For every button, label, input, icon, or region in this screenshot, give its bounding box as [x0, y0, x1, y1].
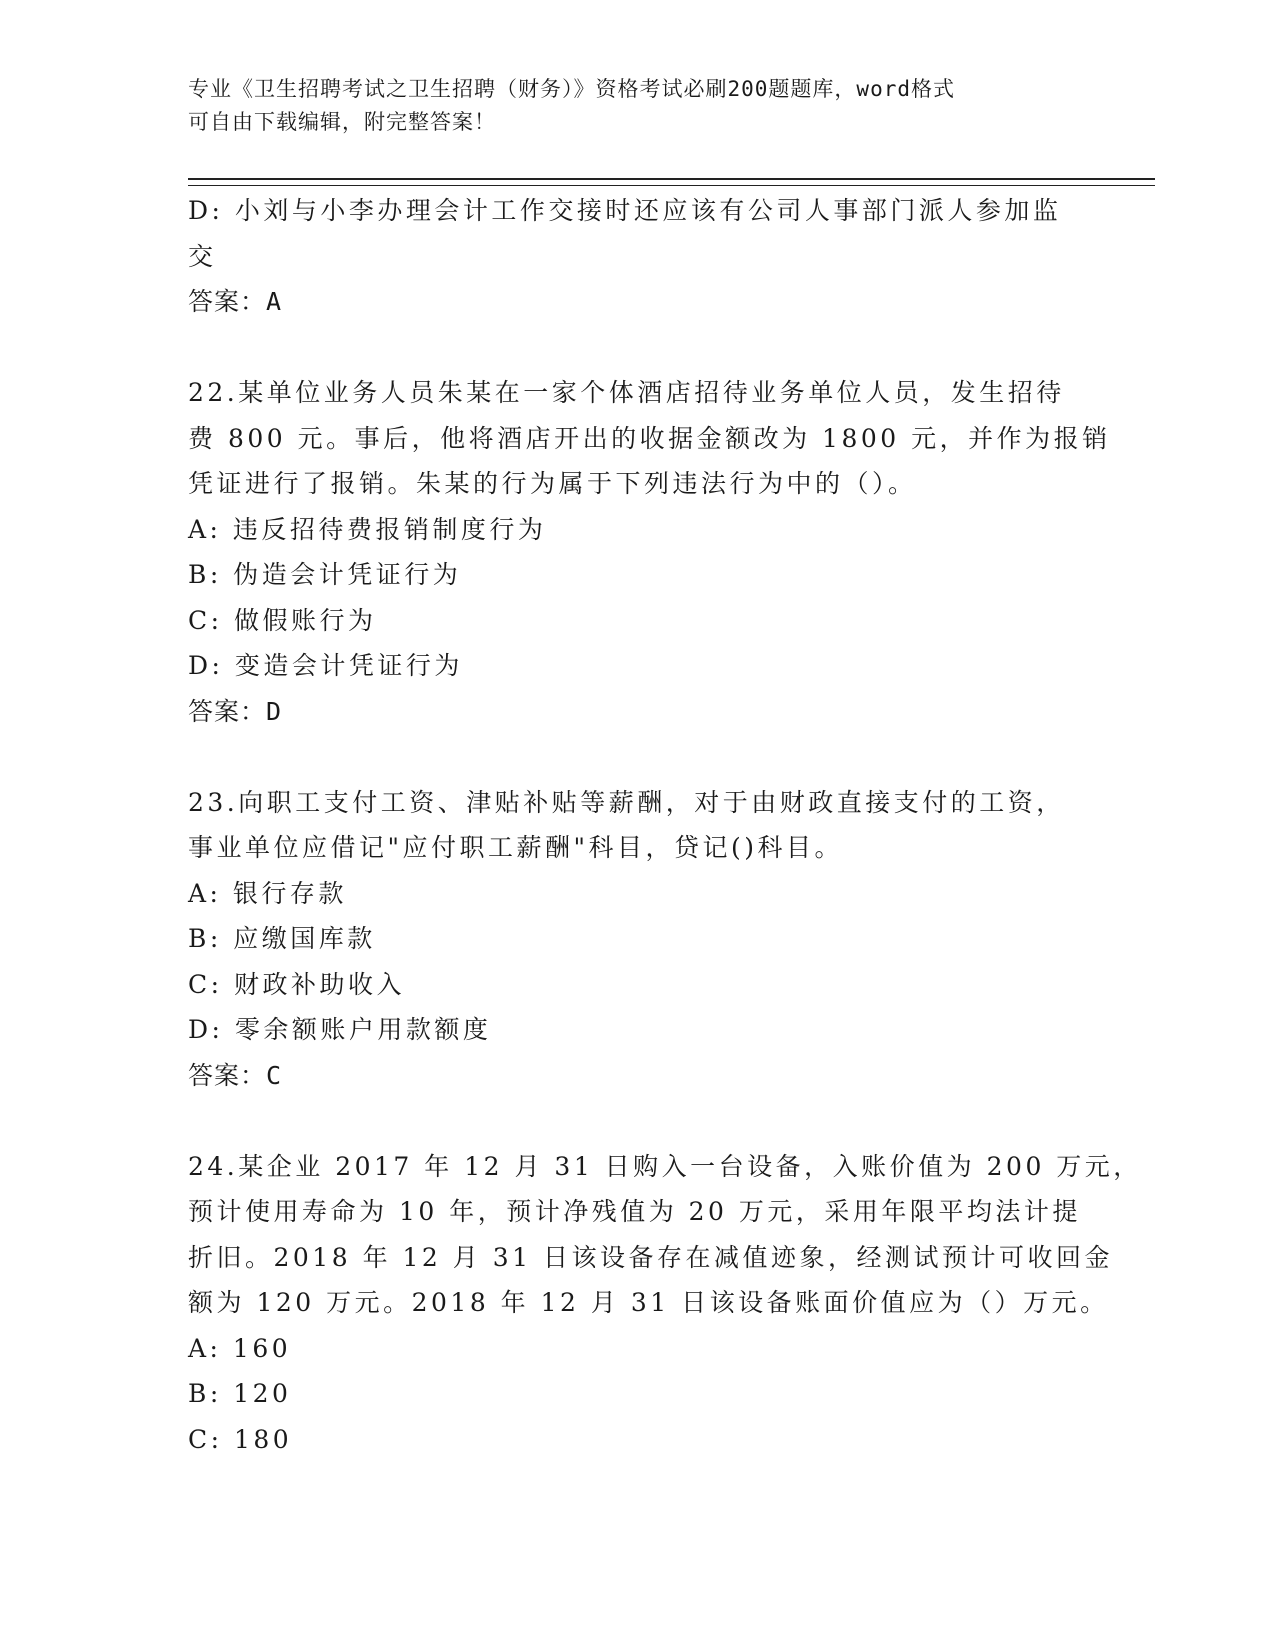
answer: [188, 689, 1088, 735]
answer-value: C: [266, 1060, 283, 1090]
question-stem-line: 23.向职工支付工资、津贴补贴等薪酬，对于由财政直接支付的工资，: [188, 787, 1065, 817]
option-d: D: 零余额账户用款额度: [188, 1015, 492, 1044]
question-22: [188, 370, 1111, 734]
prev-option-d-line-2: 交: [188, 241, 217, 271]
spacer: [188, 325, 1088, 371]
answer-value: D: [266, 696, 283, 726]
option-c: C: 财政补助收入: [188, 969, 405, 999]
document-body: [188, 188, 1142, 1462]
option-b: B: 伪造会计凭证行为: [188, 560, 462, 589]
question-stem-line: 24.某企业 2017 年 12 月 31 日购入一台设备，入账价值为 200 万元，: [188, 1151, 1142, 1181]
question-stem-line: 费 800 元。事后，他将酒店开出的收据金额改为 1800 元，并作为报销: [188, 423, 1111, 453]
question-stem-line: 预计使用寿命为 10 年，预计净残值为 20 万元，采用年限平均法计提: [188, 1197, 1081, 1226]
question-stem-line: 22.某单位业务人员朱某在一家个体酒店招待业务单位人员，发生招待: [188, 378, 1065, 407]
spacer: [188, 1098, 1088, 1144]
option-b: B: 120: [188, 1379, 292, 1408]
option-c: C: 做假账行为: [188, 605, 377, 635]
question-stem-line: 事业单位应借记"应付职工薪酬"科目，贷记()科目。: [188, 833, 844, 862]
header-line-2: 可自由下载编辑，附完整答案！: [188, 110, 496, 134]
prev-option-d-line-1: D: 小刘与小李办理会计工作交接时还应该有公司人事部门派人参加监: [188, 196, 1062, 225]
option-b: B: 应缴国库款: [188, 924, 376, 953]
answer-label: 答案：: [188, 1060, 267, 1090]
header-divider-thin: [188, 185, 1155, 186]
option-a: A: 160: [188, 1333, 292, 1363]
question-stem-line: 额为 120 万元。2018 年 12 月 31 日该设备账面价值应为（）万元。: [188, 1288, 1109, 1317]
prev-answer: [188, 279, 1088, 325]
answer-label: 答案：: [188, 696, 267, 726]
option-d: D: 变造会计凭证行为: [188, 651, 463, 680]
answer: [188, 1053, 1088, 1099]
header-divider-thick: [188, 178, 1155, 180]
answer-label: 答案：: [188, 287, 267, 316]
answer-value: A: [266, 287, 283, 316]
option-c: C: 180: [188, 1424, 293, 1454]
header-line-1: 专业《卫生招聘考试之卫生招聘（财务）》资格考试必刷200题题库，word格式: [188, 77, 955, 101]
option-a: A: 银行存款: [188, 878, 347, 908]
document-header: [188, 73, 1068, 139]
question-stem-line: 凭证进行了报销。朱某的行为属于下列违法行为中的（）。: [188, 469, 917, 498]
question-23: [188, 780, 1088, 1099]
question-24: [188, 1144, 1142, 1463]
question-stem-line: 折旧。2018 年 12 月 31 日该设备存在减值迹象，经测试预计可收回金: [188, 1242, 1113, 1272]
option-a: A: 违反招待费报销制度行为: [188, 514, 547, 544]
spacer: [188, 734, 1088, 780]
